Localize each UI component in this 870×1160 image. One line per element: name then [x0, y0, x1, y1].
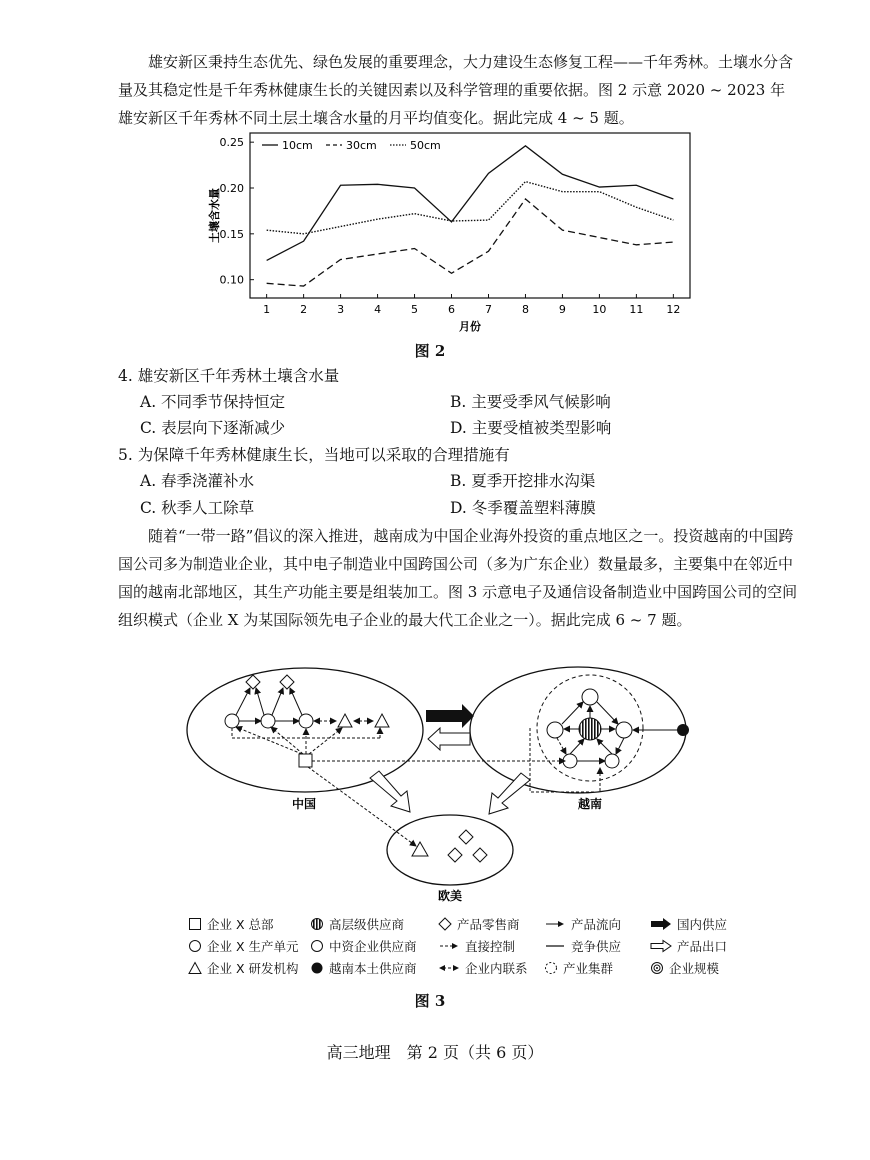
retailer-diamond-icon [280, 675, 294, 689]
euro-us-region [387, 815, 513, 885]
retailer-diamond-icon [473, 848, 487, 862]
production-unit-circle-icon [299, 714, 313, 728]
y-tick-label: 0.10 [219, 273, 244, 287]
vietnam-local-supplier-icon [677, 724, 689, 736]
page-footer: 高三地理 第 2 页（共 6 页） [326, 1043, 544, 1062]
rd-triangle-icon [375, 714, 389, 727]
q4-option-d[interactable]: D. 主要受植被类型影响 [450, 419, 612, 437]
legend-item-production-unit: 企业 X 生产单元 [188, 937, 310, 955]
x-tick-label: 11 [629, 303, 644, 316]
x-tick-label: 5 [411, 303, 419, 316]
q4-option-c[interactable]: C. 表层向下逐渐减少 [140, 419, 286, 437]
x-tick-label: 6 [448, 303, 456, 316]
export-hollow-arrow-icon [370, 771, 410, 812]
production-unit-circle-icon [225, 714, 239, 728]
legend-label-50cm: 50cm [410, 139, 441, 152]
x-tick-label: 3 [337, 303, 345, 316]
china-label: 中国 [292, 797, 317, 811]
x-tick-label: 9 [558, 303, 566, 316]
intro-paragraph: 雄安新区秉持生态优先、绿色发展的重要理念，大力建设生态修复工程——千年秀林。土壤水分含量及其稳定性是千年秀林健康生长的关键因素以及科学管理的重要依据。图 2 示意 2020 ~ 2023 年雄安新区千年秀林不同土层土壤含水量的月平均值变化。据此完成 4 ~ 5 题。 [118, 53, 794, 127]
euro-us-nodes [412, 830, 487, 862]
concentric-circle-icon [650, 961, 664, 975]
q4-option-a[interactable]: A. 不同季节保持恒定 [140, 393, 286, 411]
legend-item-hq: 企业 X 总部 [188, 915, 310, 933]
soil-moisture-chart [200, 128, 700, 343]
triangle-icon [188, 961, 202, 975]
x-axis-label: 月份 [459, 320, 481, 333]
production-unit-circle-icon [616, 722, 632, 738]
y-tick-label: 0.15 [219, 227, 244, 241]
china-region [187, 668, 423, 792]
x-tick-label: 2 [300, 303, 308, 316]
second-paragraph: 随着“一带一路”倡议的深入推进，越南成为中国企业海外投资的重点地区之一。投资越南的中国跨国公司多为制造业企业，其中电子制造业中国跨国公司（多为广东企业）数量最多，主要集中在邻近中国的越南北部地区，其生产功能主要是组装加工。图 3 示意电子及通信设备制造业中国跨国公司的空间组织模式（企业 X 为某国际领先电子企业的最大代工企业之一）。据此完成 6 ~ 7 题。 [118, 527, 798, 629]
series-line-50cm [267, 182, 674, 234]
high-level-supplier-icon [579, 718, 601, 740]
diagram-legend [188, 915, 728, 977]
x-tick-label: 12 [666, 303, 681, 316]
dashed-circle-icon [544, 961, 558, 975]
q4-stem: 4. 雄安新区千年秀林土壤含水量 [118, 367, 340, 385]
china-nodes [225, 675, 389, 767]
production-unit-circle-icon [261, 714, 275, 728]
retailer-diamond-icon [246, 675, 260, 689]
legend-item-retailer: 产品零售商 [438, 915, 544, 933]
figure2-caption: 图 2 [414, 342, 446, 360]
legend-item-export: 产品出口 [650, 937, 740, 955]
diamond-icon [438, 917, 452, 931]
y-tick-label: 0.20 [219, 182, 244, 195]
legend-item-rd: 企业 X 研发机构 [188, 959, 310, 977]
retailer-diamond-icon [448, 848, 462, 862]
vietnam-nodes [537, 675, 689, 781]
rd-triangle-icon [412, 842, 428, 856]
dashed-arrow-icon [438, 939, 460, 953]
legend-item-local-supplier: 越南本土供应商 [310, 959, 438, 977]
series-line-10cm [267, 146, 674, 261]
euro-us-label: 欧美 [438, 889, 463, 903]
legend-item-product-flow: 产品流向 [544, 915, 650, 933]
legend-item-high-supplier: 高层级供应商 [310, 915, 438, 933]
legend-item-competitive-supply: 竞争供应 [544, 937, 650, 955]
legend-item-cluster: 产业集群 [544, 959, 650, 977]
plot-frame [250, 133, 690, 298]
x-tick-label: 10 [592, 303, 607, 316]
legend-item-internal-link: 企业内联系 [438, 959, 544, 977]
bold-arrow-icon [650, 917, 672, 931]
chinese-supplier-circle-icon [605, 754, 619, 768]
square-icon [188, 917, 202, 931]
legend-label-30cm: 30cm [346, 139, 377, 152]
legend-item-scale: 企业规模 [650, 959, 740, 977]
legend-item-domestic-supply: 国内供应 [650, 915, 740, 933]
q5-option-b[interactable]: B. 夏季开挖排水沟渠 [450, 472, 596, 490]
q5-option-c[interactable]: C. 秋季人工除草 [140, 499, 255, 517]
circle-icon [310, 939, 324, 953]
q5-option-a[interactable]: A. 春季浇灌补水 [140, 472, 255, 490]
production-unit-circle-icon [547, 722, 563, 738]
y-tick-label: 0.25 [219, 136, 244, 150]
x-tick-label: 7 [484, 303, 492, 316]
q5-option-d[interactable]: D. 冬季覆盖塑料薄膜 [450, 499, 596, 517]
spatial-organization-diagram [180, 660, 710, 910]
arrow-line-icon [544, 917, 566, 931]
x-tick-label: 4 [374, 303, 382, 316]
x-tick-label: 8 [521, 303, 529, 316]
double-dashed-arrow-icon [438, 961, 460, 975]
solid-line-icon [544, 939, 566, 953]
series-line-30cm [267, 199, 674, 286]
production-unit-circle-icon [582, 689, 598, 705]
legend-item-chinese-supplier: 中资企业供应商 [310, 937, 438, 955]
hollow-arrow-icon [650, 939, 672, 953]
circle-icon [188, 939, 202, 953]
q5-stem: 5. 为保障千年秀林健康生长，当地可以采取的合理措施有 [118, 446, 510, 464]
chinese-supplier-circle-icon [563, 754, 577, 768]
figure3-caption: 图 3 [414, 992, 446, 1010]
filled-circle-icon [310, 961, 324, 975]
domestic-supply-bold-arrow-icon [426, 704, 474, 728]
legend-label-10cm: 10cm [282, 139, 313, 152]
vietnam-label: 越南 [578, 797, 603, 811]
x-tick-label: 1 [263, 303, 271, 316]
y-axis-label: 土壤含水量 [208, 188, 221, 243]
legend-item-direct-control: 直接控制 [438, 937, 544, 955]
rd-triangle-icon [338, 714, 352, 727]
hq-square-icon [299, 754, 312, 767]
q4-option-b[interactable]: B. 主要受季风气候影响 [450, 393, 611, 411]
retailer-diamond-icon [459, 830, 473, 844]
striped-circle-icon [310, 917, 324, 931]
